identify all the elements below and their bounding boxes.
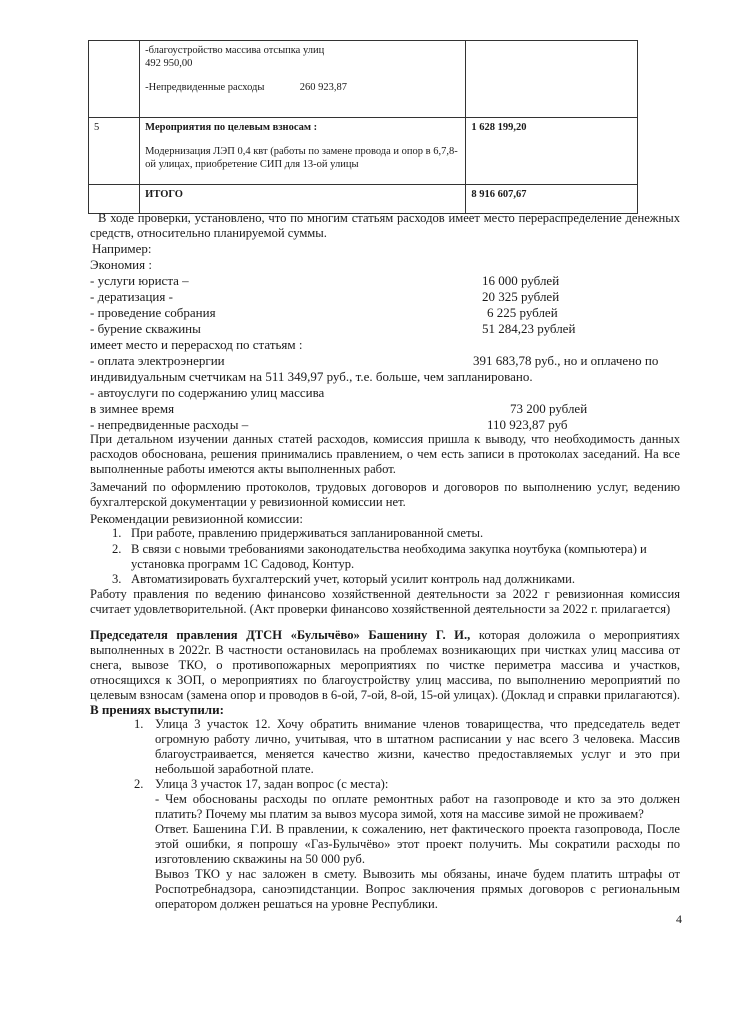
row-a-line3-value: 260 923,87 bbox=[299, 82, 347, 93]
row5-num: 5 bbox=[89, 118, 140, 185]
auto-label: - автоуслуги по содержанию улиц массива bbox=[90, 385, 325, 400]
recommendation-item: Автоматизировать бухгалтерский учет, который усилит контроль над должниками. bbox=[131, 572, 575, 586]
table-row bbox=[89, 41, 638, 118]
unforeseen-value: 110 923,87 руб bbox=[487, 417, 568, 432]
row-a-line1: -благоустройство массива отсыпка улиц bbox=[145, 45, 325, 56]
econ-item-label: - бурение скважины bbox=[90, 321, 201, 336]
electric-value: 391 683,78 руб., но и оплачено по bbox=[473, 353, 659, 368]
recommendation-item: В связи с новыми требованиями законодательства необходима закупка ноутбука (компьютера) и установка программ 1С Садовод, Контур. bbox=[131, 542, 647, 571]
econ-item-value: 51 284,23 рублей bbox=[482, 321, 576, 336]
recommendation-num: 3. bbox=[112, 572, 122, 586]
speaker-tko: Вывоз ТКО у нас заложен в смету. Вывозить мы обязаны, иначе будем платить штрафы от Роспотребнадзора, саноэпидстанции. Вопрос заключения прямых договоров с региональным оператором должен решаться на уровне Республики. bbox=[155, 867, 680, 911]
detail-paragraph: При детальном изучении данных статей расходов, комиссия пришла к выводу, что необходимость данных расходов обоснована, решения принимались правлением, о чем есть записи в протоколах заседаний. На все выполненные работы имеются акты выполненных работ. bbox=[90, 432, 680, 476]
econ-item-label: - дератизация - bbox=[90, 289, 173, 304]
row-a-line3 bbox=[145, 81, 460, 94]
table-cell-desc bbox=[140, 118, 466, 185]
example-label: Например: bbox=[92, 241, 152, 256]
recommendations-title: Рекомендации ревизионной комиссии: bbox=[90, 511, 303, 526]
econ-item-label: - проведение собрания bbox=[90, 305, 216, 320]
intro-paragraph: В ходе проверки, установлено, что по многим статьям расходов имеет место перераспределение денежных средств, относительно планируемой суммы. bbox=[90, 211, 680, 240]
electric-label: - оплата электроэнергии bbox=[90, 353, 225, 368]
budget-table bbox=[88, 40, 638, 214]
speaker-answer: Ответ. Башенина Г.И. В правлении, к сожалению, нет фактического проекта газопровода, После этой ошибки, я попрошу «Газ-Булычёво» этот проект получить. Мы сократили расходы по изготовлению скважины на 50 000 руб. bbox=[155, 822, 680, 866]
speaker-question: - Чем обоснованы расходы по оплате ремонтных работ на газопроводе и кто за это должен платить? Почему мы платим за вывоз мусора зимой, хотя на массиве зимой не проживаем? bbox=[155, 792, 680, 821]
economy-label: Экономия : bbox=[90, 257, 152, 272]
speaker-text: Улица 3 участок 12. Хочу обратить внимание членов товарищества, что председатель ведет огромную работу лично, учитывая, что в штатном расписании у нас всего 3 человека. Массив благоустраивается, меняется качество жизни, качество предоставляемых услуг и это при небольшой заработной плате. bbox=[155, 717, 680, 776]
chair-name: Председателя правления ДТСН «Булычёво» Башенину Г. И., bbox=[90, 628, 471, 642]
table-cell-amount bbox=[466, 41, 638, 118]
recommendation-item: При работе, правлению придерживаться запланированной сметы. bbox=[131, 526, 484, 540]
recommendation-num: 2. bbox=[112, 542, 122, 556]
speaker-num: 2. bbox=[134, 777, 144, 791]
recommendation-num: 1. bbox=[112, 526, 122, 540]
table-cell-num bbox=[89, 185, 140, 214]
table-cell-num bbox=[89, 41, 140, 118]
work-assessment-paragraph: Работу правления по ведению финансово хозяйственной деятельности за 2022 г ревизионная комиссия считает удовлетворительной. (Акт проверки финансово хозяйственной деятельности за 2022 г. прилагается) bbox=[90, 587, 680, 616]
econ-item-value: 20 325 рублей bbox=[482, 289, 560, 304]
chair-report-text: которая доложила о мероприятиях выполненных в 2022г. В частности остановилась на проблемах возникающих при чистках улиц массива от снега, вывозе ТКО, о противопожарных мероприятиях по чистке периметра массива и участков, относящихся к ЗОП, о мероприятиях по благоустройству улиц массива, по выполнению мероприятий по целевым взносам (замена опор и проводов в 6-ой, 7-ой, 8-ой, 15-ой улицах). (Доклад и справки прилагаются). bbox=[90, 628, 680, 702]
table-cell-desc bbox=[140, 41, 466, 118]
electric-continuation: индивидуальным счетчикам на 511 349,97 руб., т.е. больше, чем запланировано. bbox=[90, 369, 533, 384]
econ-item-label: - услуги юриста – bbox=[90, 273, 189, 288]
remarks-paragraph: Замечаний по оформлению протоколов, трудовых договоров и договоров по выполнению услуг, ведению бухгалтерской документации у ревизионной комиссии нет. bbox=[90, 480, 680, 509]
table-row bbox=[89, 185, 638, 214]
page-number: 4 bbox=[676, 912, 682, 926]
overrun-label: имеет место и перерасход по статьям : bbox=[90, 337, 303, 352]
row5-desc: Модернизация ЛЭП 0,4 квт (работы по замене провода и опор в 6,7,8-ой улицах, приобретение СИП для 13-ой улицы bbox=[145, 146, 458, 170]
debate-title: В прениях выступили: bbox=[90, 702, 224, 717]
auto-label-2: в зимнее время bbox=[90, 401, 175, 416]
row-a-line2: 492 950,00 bbox=[145, 58, 193, 69]
econ-item-value: 6 225 рублей bbox=[487, 305, 558, 320]
speaker-text: Улица 3 участок 17, задан вопрос (с места): bbox=[155, 777, 389, 791]
chair-report-paragraph bbox=[90, 628, 680, 703]
total-label: ИТОГО bbox=[140, 185, 466, 214]
unforeseen-label: - непредвиденные расходы – bbox=[90, 417, 249, 432]
row5-amount: 1 628 199,20 bbox=[466, 118, 638, 185]
econ-item-value: 16 000 рублей bbox=[482, 273, 560, 288]
row-a-line3-label: -Непредвиденные расходы bbox=[145, 82, 265, 93]
total-amount: 8 916 607,67 bbox=[466, 185, 638, 214]
row5-title: Мероприятия по целевым взносам : bbox=[145, 122, 318, 133]
speaker-num: 1. bbox=[134, 717, 144, 731]
auto-value: 73 200 рублей bbox=[510, 401, 588, 416]
table-row bbox=[89, 118, 638, 185]
